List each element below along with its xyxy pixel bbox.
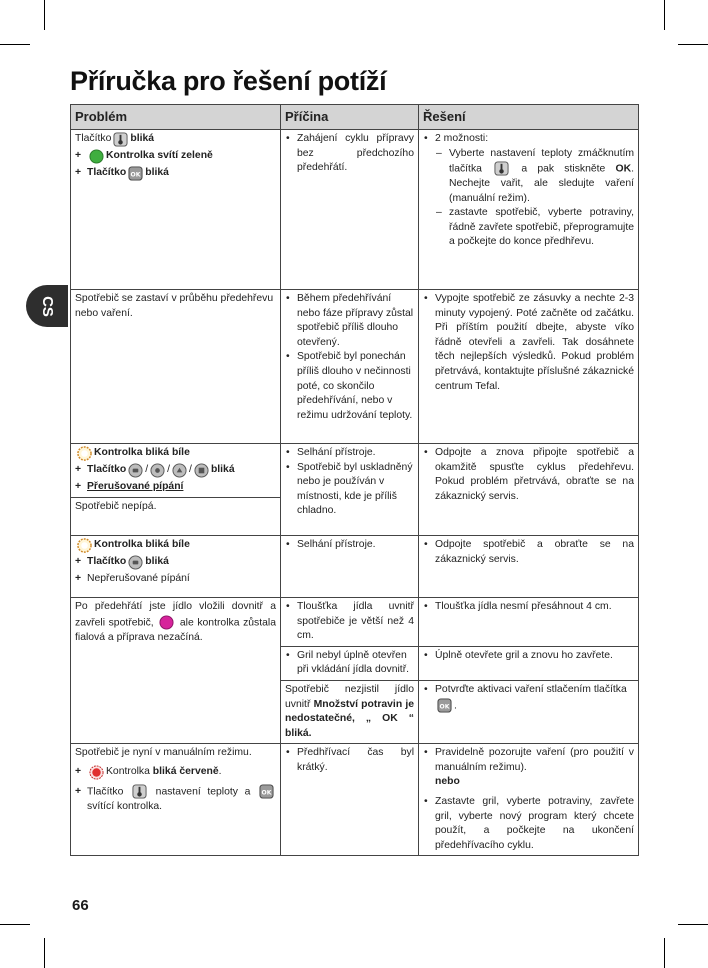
page-title: Příručka pro řešení potíží	[70, 66, 387, 96]
cause-cell: • Během předehřívání nebo fáze přípravy zůstal spotřebič příliš dlouho otevřený. • Spotřebič byl ponechán příliš dlouho v nečinnosti poté, co skončilo předehřívání, nebo v režimu udržování teploty.	[281, 290, 419, 444]
crop-mark	[678, 44, 708, 45]
ok-button-icon	[259, 784, 274, 799]
crop-mark	[664, 0, 665, 30]
cause-cell: • Předhřívací čas byl krátký.	[281, 744, 419, 856]
ok-button-icon	[437, 698, 452, 713]
solution-cell: • Odpojte spotřebič a obraťte se na zákaznický servis.	[419, 536, 639, 598]
problem-cell: Kontrolka bliká bíle + Tlačítko bliká + Nepřerušované pípání	[71, 536, 281, 598]
solution-cell: • Odpojte a znova připojte spotřebič a okamžitě spusťte cyklus předehřevu. Pokud problém přetrvává, obraťte se na zákaznický servis.	[419, 444, 639, 536]
header-solution: Řešení	[419, 105, 639, 130]
thermometer-button-icon	[113, 132, 128, 147]
program-button-icon	[194, 463, 209, 478]
white-light-icon	[77, 446, 92, 461]
problem-cell: Kontrolka bliká bíle + Tlačítko / / / bliká + Přerušované pípání Spotřebič nepípá.	[71, 444, 281, 536]
problem-cell: Spotřebič se zastaví v průběhu předehřevu nebo vaření.	[71, 290, 281, 444]
cause-cell: • Selhání přístroje. • Spotřebič byl uskladněný nebo je používán v místnosti, kde je příliš chladno.	[281, 444, 419, 536]
red-light-icon	[89, 765, 104, 780]
solution-cell: • 2 možnosti: – Vyberte nastavení teploty zmáčknutím tlačítka a pak stiskněte OK. Nechejte vařit, ale sledujte vaření (manuální režim). – zastavte spotřebič, vyberte potraviny, řádně zavřete spotřebič, přeprogramujte a počkejte do konce předhřevu.	[419, 130, 639, 290]
thermometer-button-icon	[494, 161, 509, 176]
solution-cell: • Úplně otevřete gril a znovu ho zavřete.	[419, 646, 639, 680]
table-row	[71, 744, 639, 856]
thermometer-button-icon	[132, 784, 147, 799]
table-header-row	[71, 105, 639, 130]
program-button-icon	[150, 463, 165, 478]
ok-button-icon	[128, 166, 143, 181]
crop-mark	[0, 44, 30, 45]
cause-cell: Spotřebič nezjistil jídlo uvnitř Množství potravin je nedostatečné, „ OK “ bliká.	[281, 681, 419, 744]
solution-cell: • Pravidelně pozorujte vaření (pro použití v manuálním režimu). nebo • Zastavte gril, vyberte potraviny, zavřete gril, vyberte nový program který chcete použít, a počkejte na ukončení předehřívacího cyklu.	[419, 744, 639, 856]
header-cause: Příčina	[281, 105, 419, 130]
language-tab: CS	[26, 285, 68, 327]
crop-mark	[0, 924, 30, 925]
page-number: 66	[72, 897, 89, 914]
cause-cell: • Selhání přístroje.	[281, 536, 419, 598]
program-button-icon	[172, 463, 187, 478]
table-row	[71, 290, 639, 444]
crop-mark	[678, 924, 708, 925]
solution-cell: • Tloušťka jídla nesmí přesáhnout 4 cm.	[419, 598, 639, 647]
problem-cell: Po předehřátí jste jídlo vložili dovnitř a zavřeli spotřebič, ale kontrolka zůstala fialová a příprava nezačíná.	[71, 598, 281, 744]
header-problem: Problém	[71, 105, 281, 130]
table-row	[71, 130, 639, 290]
crop-mark	[664, 938, 665, 968]
solution-cell: • Vypojte spotřebič ze zásuvky a nechte 2-3 minuty vypojený. Poté začněte od začátku. Při příštím použití dbejte, abyste víko řádně otevřeli a zavřeli. Tak dosáhnete těch nejlepších výsledků. Pokud problém přetrvává, kontaktujte příslušné zákaznické centrum Tefal.	[419, 290, 639, 444]
program-button-icon	[128, 463, 143, 478]
svg-text:OK: OK	[439, 702, 450, 710]
svg-text:OK: OK	[130, 171, 141, 179]
troubleshooting-table	[70, 104, 639, 856]
cause-cell: • Zahájení cyklu přípravy bez předchozího předehřátí.	[281, 130, 419, 290]
solution-cell: • Potvrďte aktivaci vaření stlačením tlačítka OK .	[419, 681, 639, 744]
table-row	[71, 536, 639, 598]
crop-mark	[44, 938, 45, 968]
purple-light-icon	[159, 615, 174, 630]
white-light-icon	[77, 538, 92, 553]
problem-cell: Spotřebič je nyní v manuálním režimu. + Kontrolka bliká červeně . + Tlačítko nastavení teploty a OK svítící kontrolka.	[71, 744, 281, 856]
cause-cell: • Tloušťka jídla uvnitř spotřebiče je větší než 4 cm.	[281, 598, 419, 647]
program-button-icon	[128, 555, 143, 570]
svg-text:OK: OK	[261, 789, 272, 797]
problem-cell: Tlačítko bliká + Kontrolka svítí zeleně + Tlačítko OK bliká	[71, 130, 281, 290]
crop-mark	[44, 0, 45, 30]
table-row	[71, 598, 639, 647]
table-row	[71, 444, 639, 536]
cause-cell: • Gril nebyl úplně otevřen při vkládání jídla dovnitř.	[281, 646, 419, 680]
green-light-icon	[89, 149, 104, 164]
